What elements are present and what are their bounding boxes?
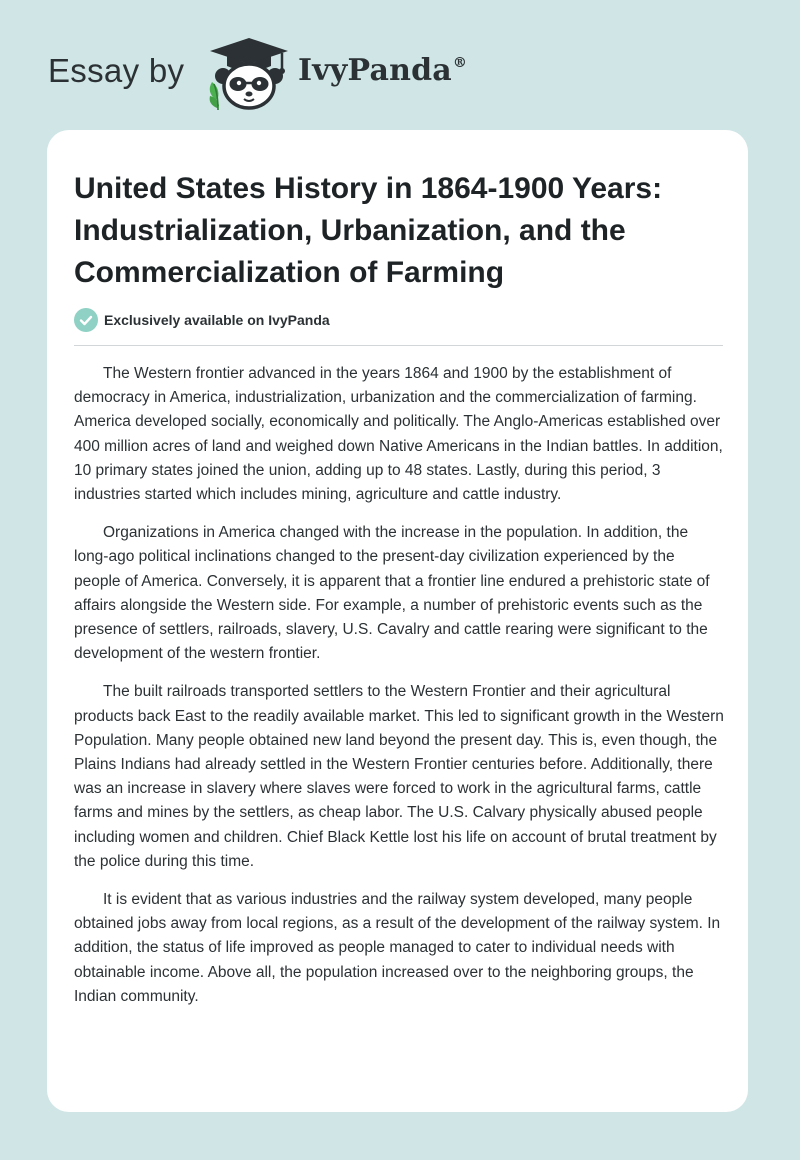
exclusive-badge	[74, 307, 330, 333]
essay-paragraph: It is evident that as various industries and the railway system developed, many people obtained jobs away from local regions, as a result of the development of the railway system. In addition, the status of life improved as people managed to cater to individual needs with obtainable income. Above all, the population increased over to the neighboring groups, the Indian community.	[74, 891, 721, 1005]
check-circle-icon	[74, 308, 98, 332]
badge-label: Exclusively available on IvyPanda	[104, 312, 330, 328]
panda-graduate-logo-icon	[204, 36, 294, 112]
trademark-symbol: ®	[452, 55, 468, 71]
site-header-brand[interactable]	[48, 36, 488, 112]
essay-paragraph: The built railroads transported settlers to the Western Frontier and their agricultural products back East to the readily available market. This led to significant growth in the Western Population. Many people obtained new land beyond the present day. This is, even though, the Plains Indians had already settled in the Western Frontier centuries before. Additionally, there was an increase in slavery where slaves were forced to work in the agricultural farms, cattle farms and mines by the settlers, as cheap labor. The U.S. Calvary physically abused people including women and children. Chief Black Kettle lost his life on account of brutal treatment by the police during this time.	[74, 683, 724, 870]
essay-title: United States History in 1864-1900 Years: Industrialization, Urbanization, and the Commercialization of Farming	[74, 172, 663, 289]
essay-paragraph: Organizations in America changed with the increase in the population. In addition, the long-ago political inclinations changed to the present-day civilization experienced by the people of America. Conversely, it is apparent that a frontier line endured a prehistoric state of affairs alongside the Western side. For example, a number of prehistoric events such as the presence of settlers, railroads, slavery, U.S. Cavalry and cattle rearing were significant to the development of the western frontier.	[74, 524, 710, 663]
essay-paragraph: The Western frontier advanced in the years 1864 and 1900 by the establishment of democracy in America, industrialization, urbanization and the commercialization of farming. America developed socially, economically and politically. The Anglo-Americas established over 400 million acres of land and weighed down Native Americans in the Indian battles. In addition, 10 primary states joined the union, adding up to 48 states. Lastly, during this period, 3 industries started which includes mining, agriculture and cattle industry.	[74, 365, 723, 504]
essay-card	[47, 130, 748, 1112]
brand-name: IvyPanda®	[298, 53, 468, 88]
brand-prefix: Essay by	[48, 52, 185, 89]
essay-body	[74, 362, 724, 1023]
title-divider	[74, 345, 723, 346]
